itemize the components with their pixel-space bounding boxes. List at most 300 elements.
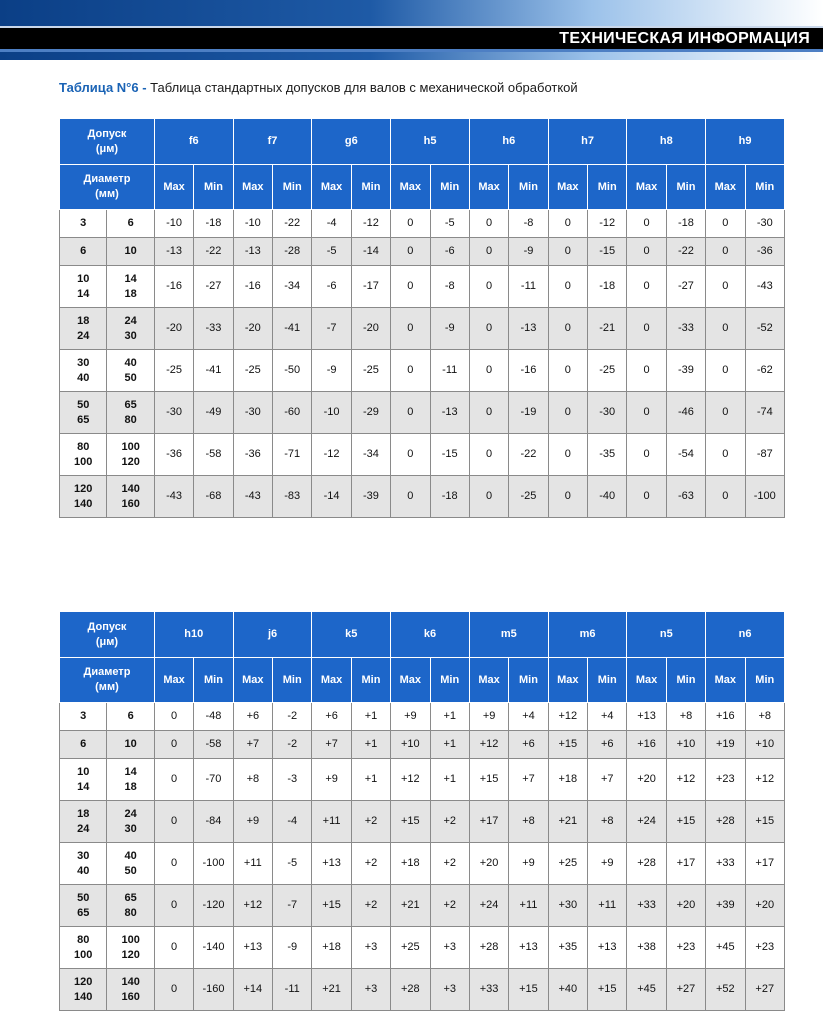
max-header-cell: Max: [233, 165, 272, 210]
max-value-cell: -30: [233, 392, 272, 434]
table-row: [60, 392, 785, 434]
min-value-cell: -7: [273, 885, 312, 927]
max-value-cell: +18: [391, 843, 430, 885]
diameter-to-cell: [107, 210, 154, 238]
fit-header-cell: h8: [627, 119, 706, 165]
diameter-from-cell: [60, 266, 107, 308]
diameter-to-value: 14: [124, 765, 137, 778]
max-value-cell: +13: [312, 843, 351, 885]
max-header-cell: Max: [391, 658, 430, 703]
min-value-cell: -12: [351, 210, 390, 238]
max-value-cell: 0: [469, 210, 508, 238]
tolerance-label: (μм): [95, 142, 119, 155]
max-value-cell: 0: [391, 434, 430, 476]
tolerance-label: Допуск: [87, 127, 127, 140]
diameter-to-value: 120: [121, 455, 140, 468]
max-value-cell: 0: [548, 350, 587, 392]
fit-header-cell: h6: [469, 119, 548, 165]
min-value-cell: -74: [745, 392, 784, 434]
min-value-cell: +3: [351, 969, 390, 1011]
max-value-cell: 0: [706, 238, 745, 266]
min-value-cell: +2: [430, 843, 469, 885]
min-value-cell: +6: [588, 731, 627, 759]
min-value-cell: -6: [430, 238, 469, 266]
min-value-cell: -39: [351, 476, 390, 518]
fit-header-cell: k6: [391, 612, 470, 658]
min-value-cell: +6: [509, 731, 548, 759]
diameter-to-value: 65: [124, 891, 137, 904]
max-value-cell: +28: [706, 801, 745, 843]
min-value-cell: +9: [509, 843, 548, 885]
min-value-cell: -2: [273, 703, 312, 731]
min-value-cell: +2: [351, 801, 390, 843]
min-value-cell: -18: [666, 210, 705, 238]
max-value-cell: 0: [706, 392, 745, 434]
diameter-from-cell: [60, 308, 107, 350]
tolerance-header-cell: [60, 119, 155, 165]
diameter-to-value: 80: [124, 906, 137, 919]
max-value-cell: +15: [391, 801, 430, 843]
max-value-cell: 0: [391, 350, 430, 392]
max-value-cell: +24: [627, 801, 666, 843]
min-value-cell: +3: [351, 927, 390, 969]
max-header-cell: Max: [627, 658, 666, 703]
max-value-cell: 0: [391, 210, 430, 238]
max-value-cell: +12: [233, 885, 272, 927]
min-value-cell: -9: [430, 308, 469, 350]
diameter-to-value: 140: [121, 975, 140, 988]
max-value-cell: 0: [154, 759, 193, 801]
min-value-cell: +20: [745, 885, 784, 927]
max-header-cell: Max: [706, 165, 745, 210]
min-value-cell: -5: [273, 843, 312, 885]
min-value-cell: -13: [509, 308, 548, 350]
min-header-cell: Min: [273, 658, 312, 703]
diameter-from-cell: [60, 350, 107, 392]
min-value-cell: +8: [666, 703, 705, 731]
diameter-from-cell: [60, 969, 107, 1011]
fit-header-cell: g6: [312, 119, 391, 165]
max-value-cell: 0: [154, 927, 193, 969]
tolerance-table-2: [59, 611, 785, 1011]
diameter-from-value: 3: [80, 217, 87, 229]
max-value-cell: 0: [548, 238, 587, 266]
fit-header-cell: h9: [706, 119, 785, 165]
max-value-cell: 0: [469, 308, 508, 350]
min-value-cell: +10: [666, 731, 705, 759]
max-value-cell: +21: [312, 969, 351, 1011]
min-value-cell: -9: [273, 927, 312, 969]
min-value-cell: -18: [194, 210, 233, 238]
diameter-to-cell: [107, 434, 154, 476]
fit-header-cell: h5: [391, 119, 470, 165]
max-value-cell: 0: [154, 801, 193, 843]
max-header-cell: Max: [469, 165, 508, 210]
diameter-to-value: 18: [124, 287, 137, 300]
min-value-cell: -46: [666, 392, 705, 434]
max-value-cell: +13: [233, 927, 272, 969]
max-value-cell: +8: [233, 759, 272, 801]
table-row: [60, 927, 785, 969]
min-header-cell: Min: [745, 165, 784, 210]
min-value-cell: -58: [194, 434, 233, 476]
min-value-cell: -8: [509, 210, 548, 238]
min-value-cell: +15: [509, 969, 548, 1011]
max-value-cell: +9: [312, 759, 351, 801]
max-value-cell: 0: [627, 350, 666, 392]
min-value-cell: -3: [273, 759, 312, 801]
diameter-to-cell: [107, 885, 154, 927]
min-value-cell: -71: [273, 434, 312, 476]
fit-header-cell: h7: [548, 119, 627, 165]
min-value-cell: -22: [273, 210, 312, 238]
max-value-cell: +28: [469, 927, 508, 969]
diameter-from-value: 24: [77, 822, 90, 835]
diameter-to-value: 160: [121, 497, 140, 510]
max-value-cell: -10: [233, 210, 272, 238]
max-value-cell: +16: [627, 731, 666, 759]
table-row: [60, 731, 785, 759]
min-value-cell: -50: [273, 350, 312, 392]
max-value-cell: +20: [627, 759, 666, 801]
min-value-cell: -140: [194, 927, 233, 969]
min-value-cell: -22: [509, 434, 548, 476]
max-value-cell: 0: [154, 703, 193, 731]
max-value-cell: +15: [312, 885, 351, 927]
max-value-cell: +33: [706, 843, 745, 885]
diameter-to-value: 30: [124, 822, 137, 835]
max-value-cell: +15: [469, 759, 508, 801]
diameter-to-value: 10: [124, 738, 137, 750]
caption-number: Таблица N°6 -: [59, 80, 147, 95]
min-value-cell: +15: [745, 801, 784, 843]
max-header-cell: Max: [154, 165, 193, 210]
max-value-cell: 0: [391, 476, 430, 518]
table-row: [60, 843, 785, 885]
min-value-cell: +13: [509, 927, 548, 969]
min-value-cell: +15: [588, 969, 627, 1011]
max-value-cell: 0: [706, 308, 745, 350]
max-value-cell: -13: [154, 238, 193, 266]
diameter-to-value: 80: [124, 413, 137, 426]
diameter-from-cell: [60, 731, 107, 759]
max-value-cell: 0: [469, 238, 508, 266]
table-row: [60, 476, 785, 518]
max-value-cell: 0: [627, 210, 666, 238]
min-value-cell: -36: [745, 238, 784, 266]
max-value-cell: 0: [706, 434, 745, 476]
diameter-from-value: 140: [74, 990, 93, 1003]
min-value-cell: -21: [588, 308, 627, 350]
fit-header-cell: m5: [469, 612, 548, 658]
max-value-cell: +38: [627, 927, 666, 969]
header-row-fits: [60, 612, 785, 658]
min-header-cell: Min: [509, 165, 548, 210]
diameter-from-value: 14: [77, 780, 90, 793]
max-value-cell: -14: [312, 476, 351, 518]
min-value-cell: -19: [509, 392, 548, 434]
min-value-cell: -63: [666, 476, 705, 518]
max-value-cell: 0: [469, 392, 508, 434]
max-value-cell: +12: [548, 703, 587, 731]
max-value-cell: +9: [469, 703, 508, 731]
max-value-cell: -10: [312, 392, 351, 434]
diameter-from-value: 65: [77, 906, 90, 919]
diameter-to-value: 18: [124, 780, 137, 793]
min-value-cell: -28: [273, 238, 312, 266]
max-value-cell: 0: [548, 210, 587, 238]
max-value-cell: +33: [469, 969, 508, 1011]
max-value-cell: +25: [548, 843, 587, 885]
min-value-cell: -87: [745, 434, 784, 476]
min-header-cell: Min: [194, 165, 233, 210]
max-value-cell: +18: [548, 759, 587, 801]
diameter-from-cell: [60, 843, 107, 885]
max-value-cell: +18: [312, 927, 351, 969]
max-header-cell: Max: [706, 658, 745, 703]
diameter-to-cell: [107, 731, 154, 759]
max-value-cell: -10: [154, 210, 193, 238]
diameter-from-value: 30: [77, 356, 90, 369]
min-value-cell: +1: [351, 731, 390, 759]
max-header-cell: Max: [154, 658, 193, 703]
table-row: [60, 969, 785, 1011]
diameter-from-value: 50: [77, 398, 90, 411]
diameter-from-value: 100: [74, 455, 93, 468]
min-value-cell: -5: [430, 210, 469, 238]
max-value-cell: -36: [233, 434, 272, 476]
min-header-cell: Min: [194, 658, 233, 703]
min-value-cell: -68: [194, 476, 233, 518]
diameter-to-cell: [107, 238, 154, 266]
max-value-cell: +7: [312, 731, 351, 759]
caption-text: Таблица стандартных допусков для валов с механической обработкой: [146, 80, 578, 95]
min-value-cell: +3: [430, 969, 469, 1011]
header-row-fits: [60, 119, 785, 165]
table-row: [60, 801, 785, 843]
min-value-cell: -40: [588, 476, 627, 518]
max-value-cell: 0: [469, 266, 508, 308]
min-value-cell: -4: [273, 801, 312, 843]
min-value-cell: -27: [666, 266, 705, 308]
max-header-cell: Max: [312, 165, 351, 210]
fit-header-cell: j6: [233, 612, 312, 658]
diameter-to-value: 30: [124, 329, 137, 342]
min-value-cell: -11: [430, 350, 469, 392]
fit-header-cell: k5: [312, 612, 391, 658]
page-header: [0, 0, 823, 60]
min-value-cell: +3: [430, 927, 469, 969]
min-value-cell: -54: [666, 434, 705, 476]
min-header-cell: Min: [745, 658, 784, 703]
max-value-cell: 0: [548, 392, 587, 434]
max-value-cell: +39: [706, 885, 745, 927]
max-header-cell: Max: [233, 658, 272, 703]
diameter-from-value: 10: [77, 272, 90, 285]
min-value-cell: -11: [509, 266, 548, 308]
min-value-cell: -22: [666, 238, 705, 266]
min-value-cell: +8: [745, 703, 784, 731]
max-value-cell: -36: [154, 434, 193, 476]
diameter-to-value: 6: [127, 217, 134, 229]
diameter-to-value: 140: [121, 482, 140, 495]
max-value-cell: +17: [469, 801, 508, 843]
diameter-to-value: 40: [124, 356, 137, 369]
fit-header-cell: f7: [233, 119, 312, 165]
min-header-cell: Min: [273, 165, 312, 210]
min-value-cell: -30: [588, 392, 627, 434]
min-value-cell: +23: [745, 927, 784, 969]
diameter-to-value: 24: [124, 314, 137, 327]
min-value-cell: -160: [194, 969, 233, 1011]
max-value-cell: 0: [706, 476, 745, 518]
max-value-cell: -25: [154, 350, 193, 392]
diameter-to-cell: [107, 969, 154, 1011]
min-value-cell: -34: [273, 266, 312, 308]
max-value-cell: 0: [391, 238, 430, 266]
diameter-to-value: 6: [127, 710, 134, 722]
min-value-cell: -70: [194, 759, 233, 801]
min-value-cell: +17: [666, 843, 705, 885]
max-value-cell: +45: [627, 969, 666, 1011]
min-header-cell: Min: [509, 658, 548, 703]
min-value-cell: -100: [745, 476, 784, 518]
max-header-cell: Max: [391, 165, 430, 210]
max-value-cell: 0: [706, 350, 745, 392]
max-value-cell: +28: [627, 843, 666, 885]
max-value-cell: 0: [627, 392, 666, 434]
max-value-cell: +11: [233, 843, 272, 885]
max-value-cell: -20: [154, 308, 193, 350]
min-value-cell: +20: [666, 885, 705, 927]
max-value-cell: 0: [627, 434, 666, 476]
diameter-to-value: 10: [124, 245, 137, 257]
min-value-cell: -35: [588, 434, 627, 476]
diameter-from-cell: [60, 703, 107, 731]
min-value-cell: +2: [351, 843, 390, 885]
min-value-cell: -18: [588, 266, 627, 308]
table-row: [60, 238, 785, 266]
table-row: [60, 350, 785, 392]
max-value-cell: +40: [548, 969, 587, 1011]
max-value-cell: 0: [627, 266, 666, 308]
min-value-cell: -83: [273, 476, 312, 518]
max-value-cell: 0: [706, 210, 745, 238]
diameter-from-value: 140: [74, 497, 93, 510]
min-value-cell: -11: [273, 969, 312, 1011]
min-value-cell: +1: [430, 703, 469, 731]
min-header-cell: Min: [588, 658, 627, 703]
diameter-from-value: 65: [77, 413, 90, 426]
diameter-from-cell: [60, 759, 107, 801]
diameter-from-value: 120: [74, 975, 93, 988]
max-value-cell: -7: [312, 308, 351, 350]
min-header-cell: Min: [588, 165, 627, 210]
fit-header-cell: n5: [627, 612, 706, 658]
min-value-cell: -25: [588, 350, 627, 392]
min-value-cell: -49: [194, 392, 233, 434]
diameter-to-value: 50: [124, 371, 137, 384]
max-value-cell: 0: [154, 843, 193, 885]
min-value-cell: -25: [351, 350, 390, 392]
table-row: [60, 308, 785, 350]
min-value-cell: +27: [745, 969, 784, 1011]
diameter-to-cell: [107, 927, 154, 969]
min-value-cell: -2: [273, 731, 312, 759]
diameter-to-value: 120: [121, 948, 140, 961]
diameter-from-cell: [60, 801, 107, 843]
diameter-to-value: 50: [124, 864, 137, 877]
tolerance-header-cell: [60, 612, 155, 658]
header-row-maxmin: [60, 165, 785, 210]
table-row: [60, 759, 785, 801]
min-value-cell: +13: [588, 927, 627, 969]
diameter-from-cell: [60, 210, 107, 238]
min-value-cell: -84: [194, 801, 233, 843]
min-value-cell: -43: [745, 266, 784, 308]
max-header-cell: Max: [469, 658, 508, 703]
min-value-cell: +1: [430, 731, 469, 759]
max-value-cell: +14: [233, 969, 272, 1011]
tolerance-table-1: [59, 118, 785, 518]
diameter-from-value: 10: [77, 765, 90, 778]
max-value-cell: +7: [233, 731, 272, 759]
fit-header-cell: f6: [154, 119, 233, 165]
diameter-from-value: 18: [77, 807, 90, 820]
min-value-cell: -14: [351, 238, 390, 266]
diameter-to-cell: [107, 266, 154, 308]
min-value-cell: +8: [509, 801, 548, 843]
max-value-cell: +10: [391, 731, 430, 759]
max-value-cell: 0: [548, 308, 587, 350]
min-header-cell: Min: [666, 658, 705, 703]
min-value-cell: -9: [509, 238, 548, 266]
max-value-cell: 0: [154, 969, 193, 1011]
max-value-cell: 0: [469, 350, 508, 392]
min-value-cell: -29: [351, 392, 390, 434]
min-value-cell: -8: [430, 266, 469, 308]
min-value-cell: +2: [430, 885, 469, 927]
max-value-cell: +28: [391, 969, 430, 1011]
max-value-cell: +9: [233, 801, 272, 843]
max-value-cell: 0: [548, 434, 587, 476]
min-value-cell: -41: [273, 308, 312, 350]
max-value-cell: +19: [706, 731, 745, 759]
min-value-cell: +17: [745, 843, 784, 885]
min-value-cell: -18: [430, 476, 469, 518]
diameter-label: Диаметр: [83, 666, 131, 678]
diameter-label: Диаметр: [83, 173, 131, 185]
max-value-cell: 0: [154, 731, 193, 759]
min-value-cell: +2: [351, 885, 390, 927]
max-value-cell: +24: [469, 885, 508, 927]
diameter-from-value: 6: [80, 738, 87, 750]
diameter-to-value: 100: [121, 933, 140, 946]
diameter-to-cell: [107, 843, 154, 885]
min-value-cell: +23: [666, 927, 705, 969]
max-value-cell: -4: [312, 210, 351, 238]
min-value-cell: -27: [194, 266, 233, 308]
max-value-cell: -43: [233, 476, 272, 518]
table-row: [60, 885, 785, 927]
min-value-cell: +12: [666, 759, 705, 801]
min-value-cell: -33: [194, 308, 233, 350]
table-row: [60, 703, 785, 731]
min-value-cell: -13: [430, 392, 469, 434]
max-value-cell: 0: [548, 476, 587, 518]
min-value-cell: -16: [509, 350, 548, 392]
max-value-cell: 0: [391, 308, 430, 350]
